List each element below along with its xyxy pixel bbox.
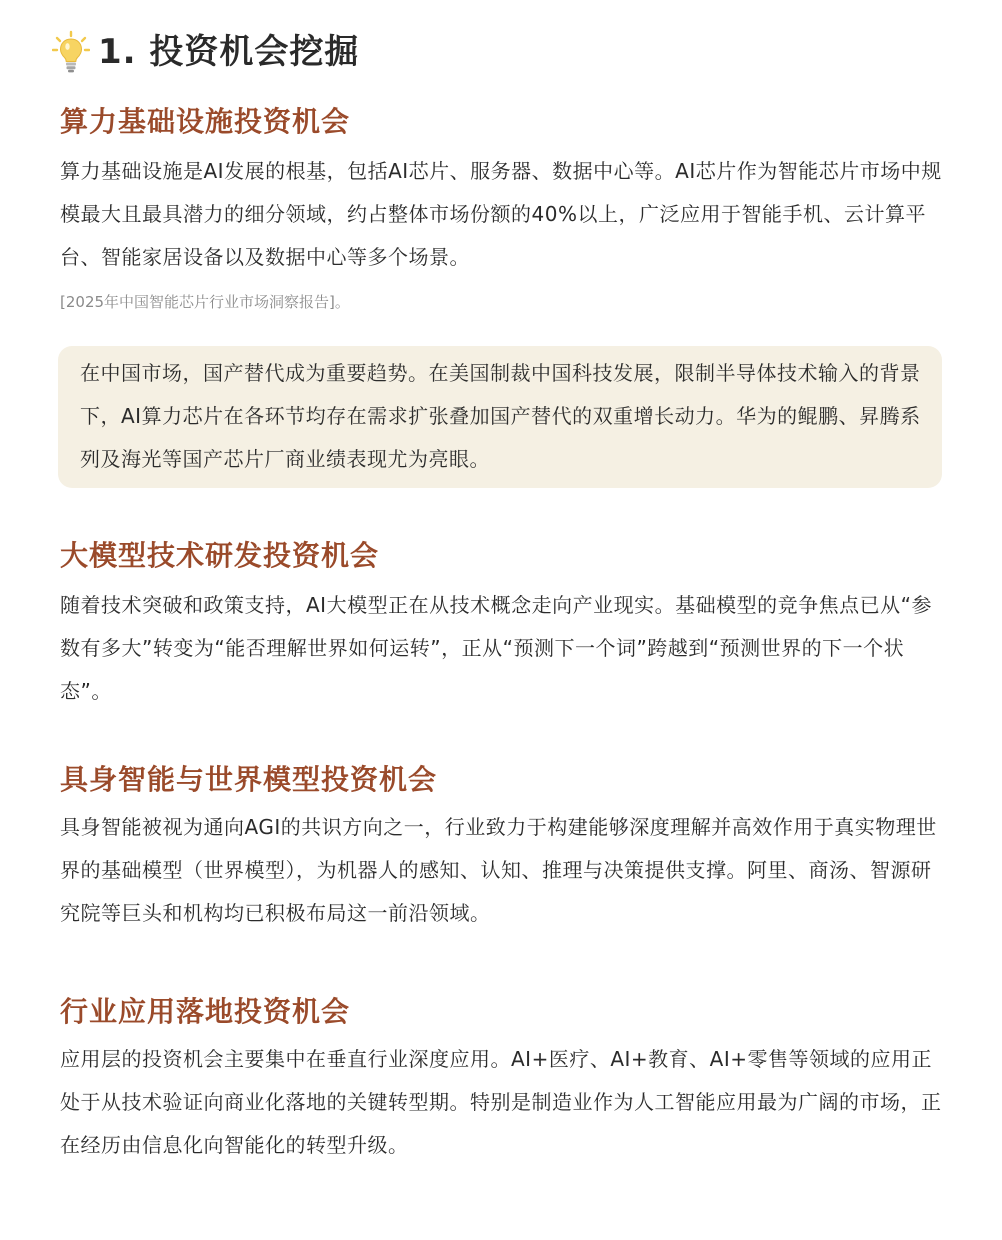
section-paragraph-large-models: 随着技术突破和政策支持，AI大模型正在从技术概念走向产业现实。基础模型的竞争焦点已从“参数有多大”转变为“能否理解世界如何运转”，正从“预测下一个词”跨越到“预测世界的下一个状态”。: [60, 593, 932, 703]
lightbulb-icon: [52, 30, 90, 74]
section-paragraph-industry-applications: 应用层的投资机会主要集中在垂直行业深度应用。AI+医疗、AI+教育、AI+零售等领域的应用正处于从技术验证向商业化落地的关键转型期。特别是制造业作为人工智能应用最为广阔的市场，正在经历由信息化向智能化的转型升级。: [60, 1047, 942, 1157]
page-title: 1. 投资机会挖掘: [98, 32, 360, 72]
section-title-large-models: 大模型技术研发投资机会: [60, 539, 380, 572]
page-header: [52, 26, 359, 78]
callout-box: [58, 346, 942, 488]
section-paragraph-embodied-ai: 具身智能被视为通向AGI的共识方向之一，行业致力于构建能够深度理解并高效作用于真实物理世界的基础模型（世界模型），为机器人的感知、认知、推理与决策提供支撑。阿里、商汤、智源研究院等巨头和机构均已积极布局这一前沿领域。: [60, 815, 937, 925]
section-title-industry-applications: 行业应用落地投资机会: [60, 995, 351, 1028]
section-title-embodied-ai: 具身智能与世界模型投资机会: [60, 763, 438, 796]
section-title-compute-infrastructure: 算力基础设施投资机会: [60, 105, 351, 138]
source-citation: [2025年中国智能芯片行业市场洞察报告]。: [60, 293, 350, 311]
callout-text: 在中国市场，国产替代成为重要趋势。在美国制裁中国科技发展，限制半导体技术输入的背景下，AI算力芯片在各环节均存在需求扩张叠加国产替代的双重增长动力。华为的鲲鹏、昇腾系列及海光等国产芯片厂商业绩表现尤为亮眼。: [80, 361, 921, 471]
section-paragraph-compute-infrastructure: 算力基础设施是AI发展的根基，包括AI芯片、服务器、数据中心等。AI芯片作为智能芯片市场中规模最大且最具潜力的细分领域，约占整体市场份额的40%以上，广泛应用于智能手机、云计算平台、智能家居设备以及数据中心等多个场景。: [60, 159, 942, 269]
